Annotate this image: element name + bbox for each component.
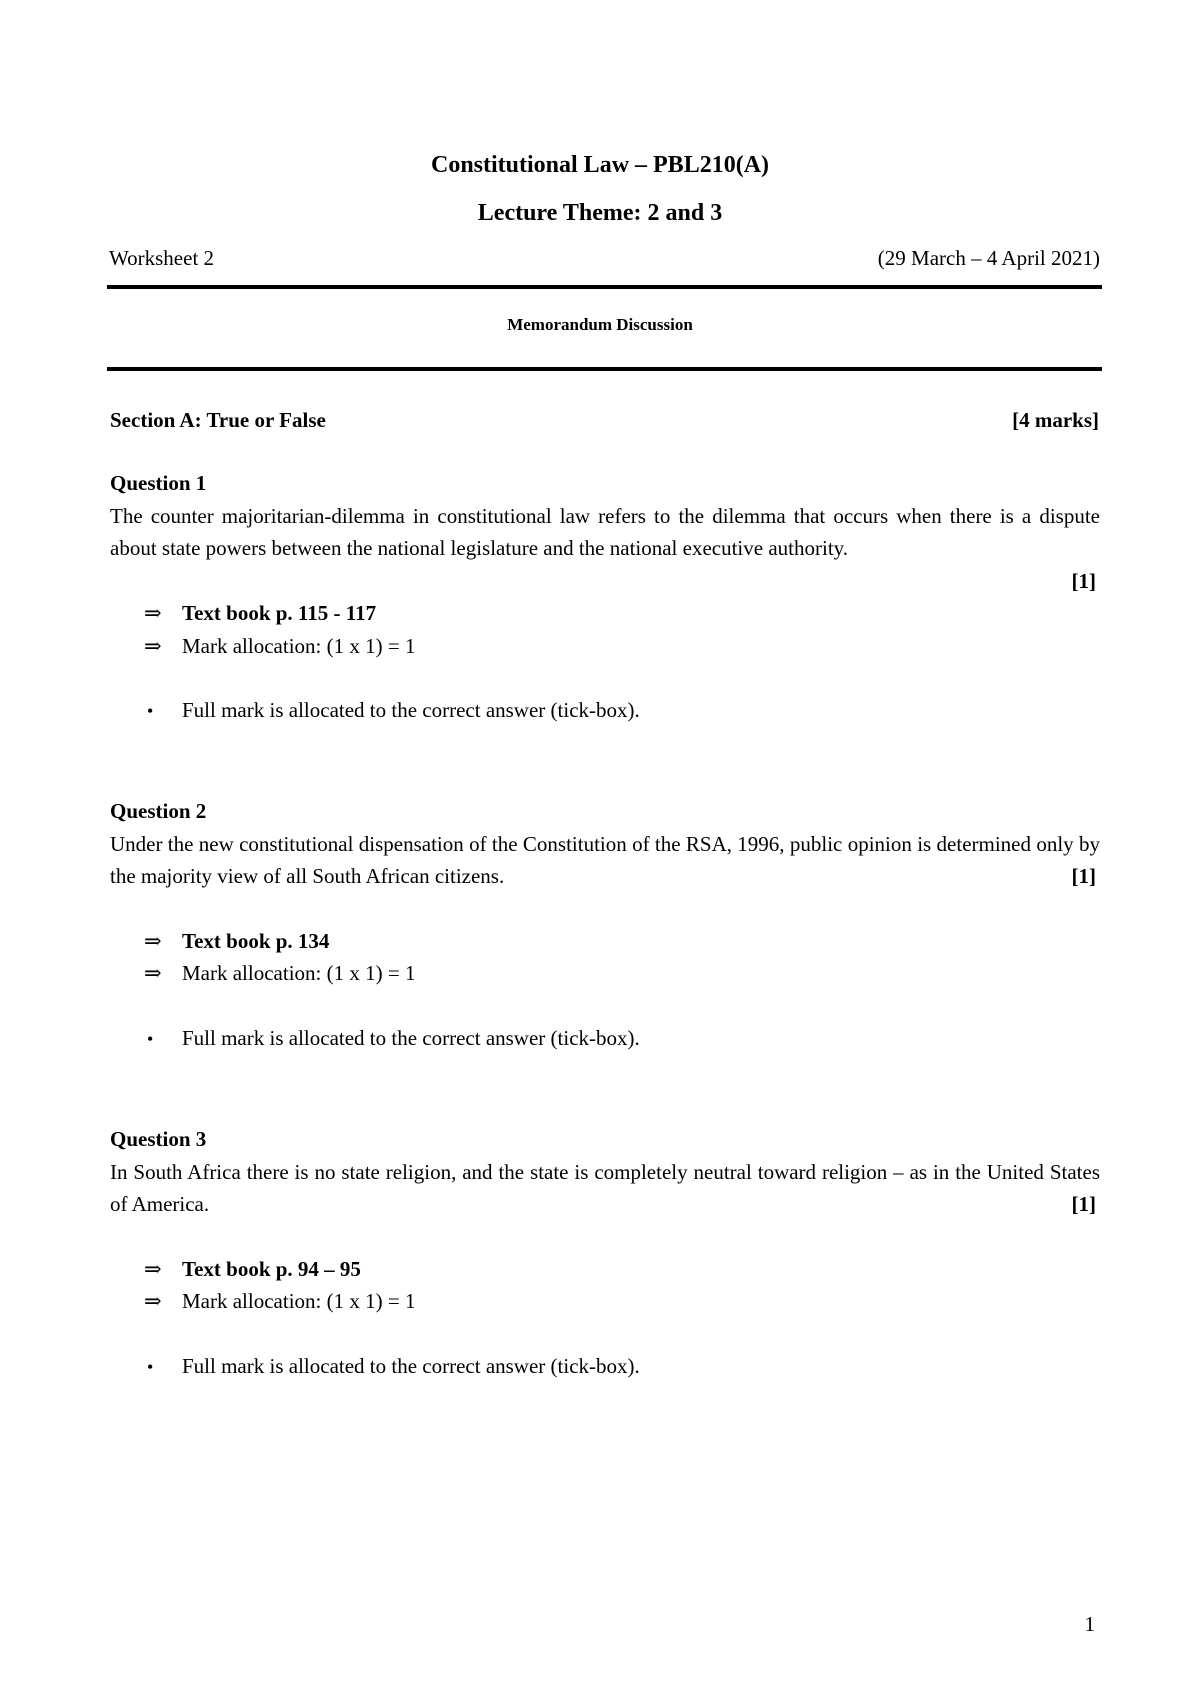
worksheet-meta-row [109,244,1100,272]
bullet-dot-icon: • [147,701,154,721]
textbook-reference: Text book p. 115 - 117 [182,601,377,625]
question-title: Question 1 [110,471,207,495]
question-title: Question 3 [110,1127,207,1151]
double-right-arrow-icon: ⇒ [144,1289,162,1313]
allocation-line [110,630,1100,663]
double-right-arrow-icon: ⇒ [144,601,162,625]
question-text: In South Africa there is no state religion, and the state is completely neutral toward religion – as in the United States of America. [110,1159,1100,1216]
bullet-dot-icon: • [147,1356,154,1377]
document-subtitle: Lecture Theme: 2 and 3 [477,200,723,226]
note-line [110,1022,1100,1056]
bottom-divider [107,367,1102,371]
marking-note: Full mark is allocated to the correct answer (tick-box). [182,698,640,722]
worksheet-dates: (29 March – 4 April 2021) [877,246,1100,270]
question-mark: [1] [1071,1192,1096,1216]
double-right-arrow-icon: ⇒ [144,928,162,953]
memorandum-label: Memorandum Discussion [507,315,693,334]
allocation-line [110,1285,1100,1318]
reference-line [110,925,1100,958]
textbook-reference: Text book p. 94 – 95 [182,1256,361,1281]
question-block-3 [110,1123,1100,1383]
textbook-reference: Text book p. 134 [182,928,330,953]
top-divider [107,285,1102,289]
mark-allocation: Mark allocation: (1 x 1) = 1 [182,633,416,658]
question-title: Question 2 [110,799,207,823]
question-mark: [1] [1071,864,1096,888]
bullet-dot-icon: • [147,1028,154,1049]
question-block-2 [110,795,1100,1055]
double-right-arrow-icon: ⇒ [144,633,162,658]
reference-line [110,597,1100,630]
double-right-arrow-icon: ⇒ [144,961,162,985]
reference-line [110,1253,1100,1286]
mark-allocation: Mark allocation: (1 x 1) = 1 [182,1289,416,1313]
question-text-wrapper [110,828,1100,893]
section-title: Section A: True or False [110,408,326,432]
note-line [110,1350,1100,1384]
page-number: 1 [1084,1612,1095,1636]
note-line [110,694,1100,728]
question-text: Under the new constitutional dispensation of the Constitution of the RSA, 1996, public opinion is determined only by the majority view of all South African citizens. [110,831,1100,888]
section-marks: [4 marks] [1012,408,1099,432]
mark-allocation: Mark allocation: (1 x 1) = 1 [182,961,416,985]
document-title: Constitutional Law – PBL210(A) [430,152,770,178]
question-text: The counter majoritarian-dilemma in constitutional law refers to the dilemma that occurs when there is a dispute about state powers between the national legislature and the national executive authority. [110,503,1100,560]
question-text-wrapper [110,1156,1100,1221]
marking-note: Full mark is allocated to the correct answer (tick-box). [182,1025,640,1050]
question-mark: [1] [1071,568,1096,593]
marking-note: Full mark is allocated to the correct answer (tick-box). [182,1353,640,1378]
worksheet-label: Worksheet 2 [109,246,215,270]
question-block-1 [110,467,1100,728]
double-right-arrow-icon: ⇒ [144,1256,162,1281]
section-heading [110,406,1099,434]
allocation-line [110,957,1100,990]
